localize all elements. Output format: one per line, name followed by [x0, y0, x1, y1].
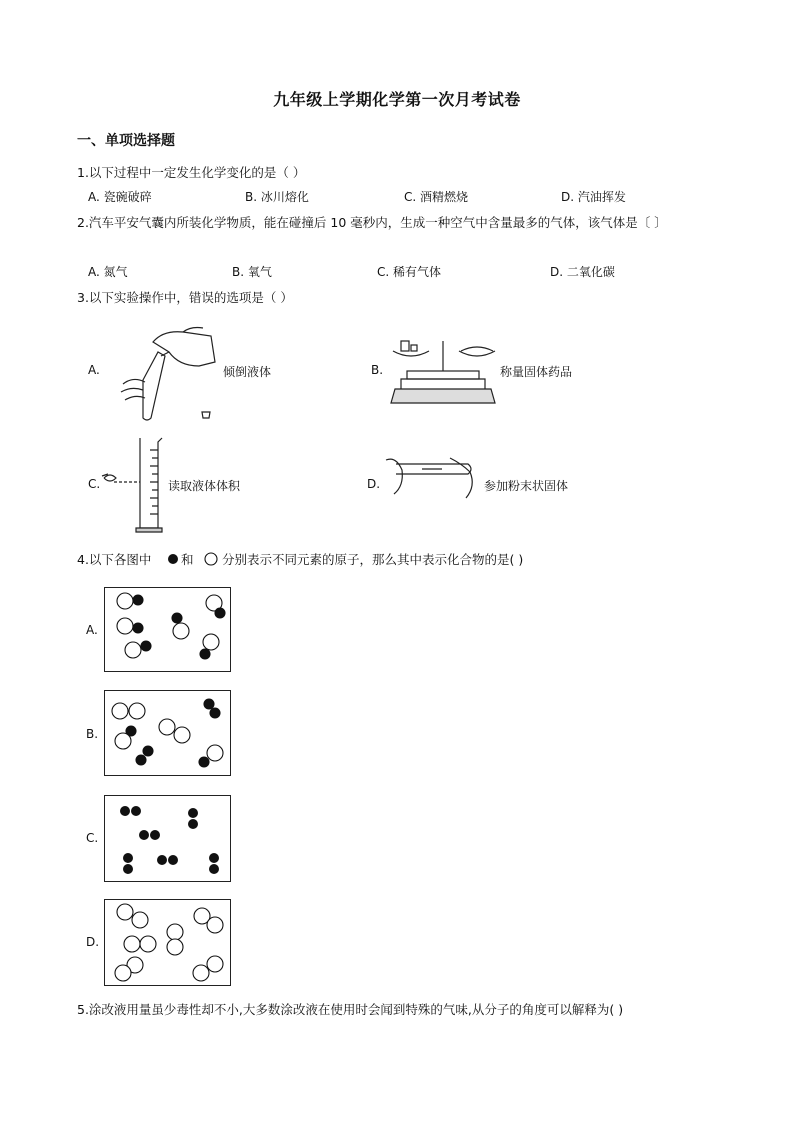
question-2-text: 2.汽车平安气囊内所装化学物质，能在碰撞后 10 毫秒内，生成一种空气中含量最多的气体，该气体是〔 〕 — [77, 215, 667, 230]
q4-option-a-diagram[interactable] — [104, 587, 231, 672]
pouring-liquid-illustration — [103, 322, 223, 422]
q3-option-b-letter[interactable]: B. — [371, 363, 384, 377]
q3-option-c-caption: 读取液体体积 — [168, 479, 241, 493]
q2-option-d[interactable]: D. 二氧化碳 — [550, 265, 615, 279]
q3-option-a-caption: 倾倒液体 — [223, 365, 272, 379]
q2-option-b[interactable]: B. 氧气 — [232, 265, 272, 279]
q1-option-c[interactable]: C. 酒精燃烧 — [404, 190, 469, 204]
q4-option-d-diagram[interactable] — [104, 899, 231, 986]
q4-option-c-letter[interactable]: C. — [86, 831, 99, 845]
q3-option-d-caption: 参加粉末状固体 — [484, 479, 569, 493]
q4-option-d-letter[interactable]: D. — [86, 935, 100, 949]
q4-option-b-diagram[interactable] — [104, 690, 231, 776]
question-1-text: 1.以下过程中一定发生化学变化的是（ ） — [77, 165, 306, 180]
question-3-text: 3.以下实验操作中，错误的选项是（ ） — [77, 290, 293, 305]
filled-atom-icon — [167, 553, 179, 565]
q1-option-d[interactable]: D. 汽油挥发 — [561, 190, 626, 204]
q2-option-c[interactable]: C. 稀有气体 — [377, 265, 442, 279]
question-4-text-end: 分别表示不同元素的原子，那么其中表示化合物的是( ) — [222, 552, 524, 567]
hollow-atom-icon — [204, 552, 218, 566]
q3-option-a-letter[interactable]: A. — [88, 363, 100, 377]
q3-option-d-letter[interactable]: D. — [367, 477, 381, 491]
question-4-and: 和 — [181, 552, 194, 567]
q1-option-b[interactable]: B. 冰川熔化 — [245, 190, 309, 204]
q4-option-b-letter[interactable]: B. — [86, 727, 99, 741]
molecules-d — [105, 900, 230, 985]
q4-option-c-diagram[interactable] — [104, 795, 231, 882]
q2-option-a[interactable]: A. 氮气 — [88, 265, 128, 279]
adding-powder-illustration — [382, 456, 482, 506]
question-5-text: 5.涂改液用量虽少毒性却不小,大多数涂改液在使用时会闻到特殊的气味,从分子的角度可以解释为( ) — [77, 1002, 624, 1017]
balance-scale-illustration — [387, 333, 499, 409]
question-4-text-start: 4.以下各图中 — [77, 552, 152, 567]
molecules-a — [105, 588, 230, 671]
molecules-b — [105, 691, 230, 775]
q1-option-a[interactable]: A. 瓷碗破碎 — [88, 190, 152, 204]
molecules-c — [105, 796, 230, 881]
page-title: 九年级上学期化学第一次月考试卷 — [273, 90, 521, 109]
q3-option-c-letter[interactable]: C. — [88, 477, 101, 491]
graduated-cylinder-illustration — [100, 436, 172, 536]
section-heading: 一、单项选择题 — [77, 133, 175, 149]
q4-option-a-letter[interactable]: A. — [86, 623, 98, 637]
q3-option-b-caption: 称量固体药品 — [500, 365, 573, 379]
